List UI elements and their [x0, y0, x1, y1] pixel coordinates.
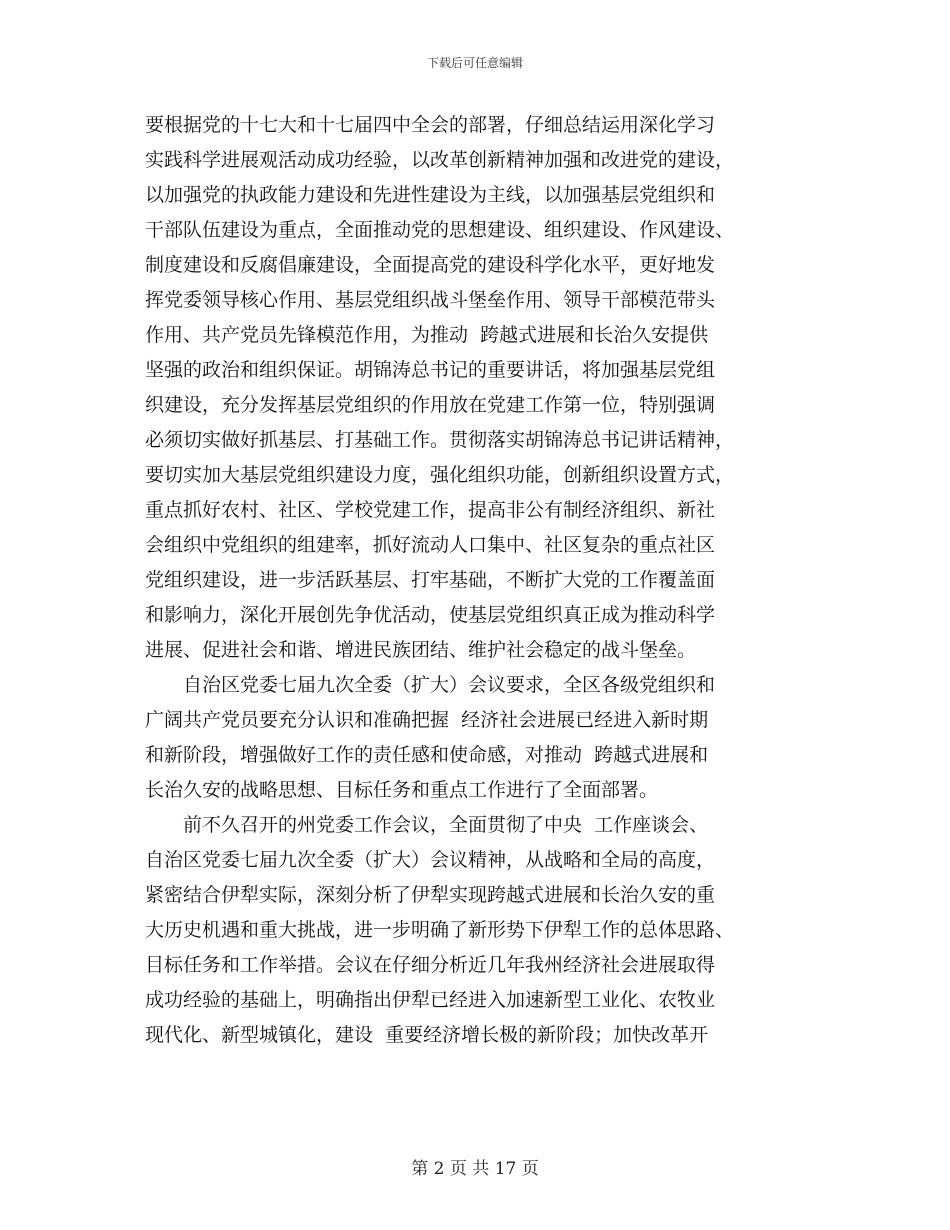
text-line: 自治区党委七届九次全委（扩大）会议要求，全区各级党组织和 — [145, 674, 716, 696]
page-header: 下载后可任意编辑 — [426, 56, 523, 70]
text-line: 要切实加大基层党组织建设力度，强化组织功能，创新组织设置方式， — [145, 464, 735, 486]
text-line: 党组织建设，进一步活跃基层、打牢基础，不断扩大党的工作覆盖面 — [145, 569, 716, 591]
text-line: 广阔共产党员要充分认识和准确把握 经济社会进展已经进入新时期 — [145, 709, 709, 731]
text-line: 要根据党的十七大和十七届四中全会的部署，仔细总结运用深化学习 — [145, 114, 716, 136]
text-line: 作用、共产党员先锋模范作用，为推动 跨越式进展和长治久安提供 — [145, 324, 709, 346]
text-line: 目标任务和工作举措。会议在仔细分析近几年我州经济社会进展取得 — [145, 954, 716, 976]
text-line: 和新阶段，增强做好工作的责任感和使命感，对推动 跨越式进展和 — [145, 744, 709, 766]
text-line: 成功经验的基础上，明确指出伊犁已经进入加速新型工业化、农牧业 — [145, 989, 716, 1011]
text-line: 现代化、新型城镇化，建设 重要经济增长极的新阶段；加快改革开 — [145, 1024, 709, 1046]
text-line: 坚强的政治和组织保证。胡锦涛总书记的重要讲话，将加强基层党组 — [145, 359, 716, 381]
text-line: 织建设，充分发挥基层党组织的作用放在党建工作第一位，特别强调 — [145, 394, 716, 416]
text-line: 大历史机遇和重大挑战，进一步明确了新形势下伊犁工作的总体思路、 — [145, 919, 735, 941]
document-body — [145, 108, 805, 1053]
text-line: 长治久安的战略思想、目标任务和重点工作进行了全面部署。 — [145, 779, 659, 801]
text-line: 重点抓好农村、社区、学校党建工作，提高非公有制经济组织、新社 — [145, 499, 716, 521]
text-line: 干部队伍建设为重点，全面推动党的思想建设、组织建设、作风建设、 — [145, 219, 735, 241]
text-line: 进展、促进社会和谐、增进民族团结、维护社会稳定的战斗堡垒。 — [145, 639, 697, 661]
text-line: 制度建设和反腐倡廉建设，全面提高党的建设科学化水平，更好地发 — [145, 254, 716, 276]
text-line: 前不久召开的州党委工作会议，全面贯彻了中央 工作座谈会、 — [145, 814, 709, 836]
text-line: 以加强党的执政能力建设和先进性建设为主线，以加强基层党组织和 — [145, 184, 716, 206]
text-line: 实践科学进展观活动成功经验，以改革创新精神加强和改进党的建设， — [145, 149, 735, 171]
text-line: 挥党委领导核心作用、基层党组织战斗堡垒作用、领导干部模范带头 — [145, 289, 716, 311]
text-line: 会组织中党组织的组建率，抓好流动人口集中、社区复杂的重点社区 — [145, 534, 716, 556]
text-line: 必须切实做好抓基层、打基础工作。贯彻落实胡锦涛总书记讲话精神， — [145, 429, 735, 451]
text-line: 自治区党委七届九次全委（扩大）会议精神，从战略和全局的高度， — [145, 849, 716, 871]
text-line: 紧密结合伊犁实际，深刻分析了伊犁实现跨越式进展和长治久安的重 — [145, 884, 716, 906]
text-line: 和影响力，深化开展创先争优活动，使基层党组织真正成为推动科学 — [145, 604, 716, 626]
page-number: 第 2 页 共 17 页 — [411, 1159, 539, 1179]
